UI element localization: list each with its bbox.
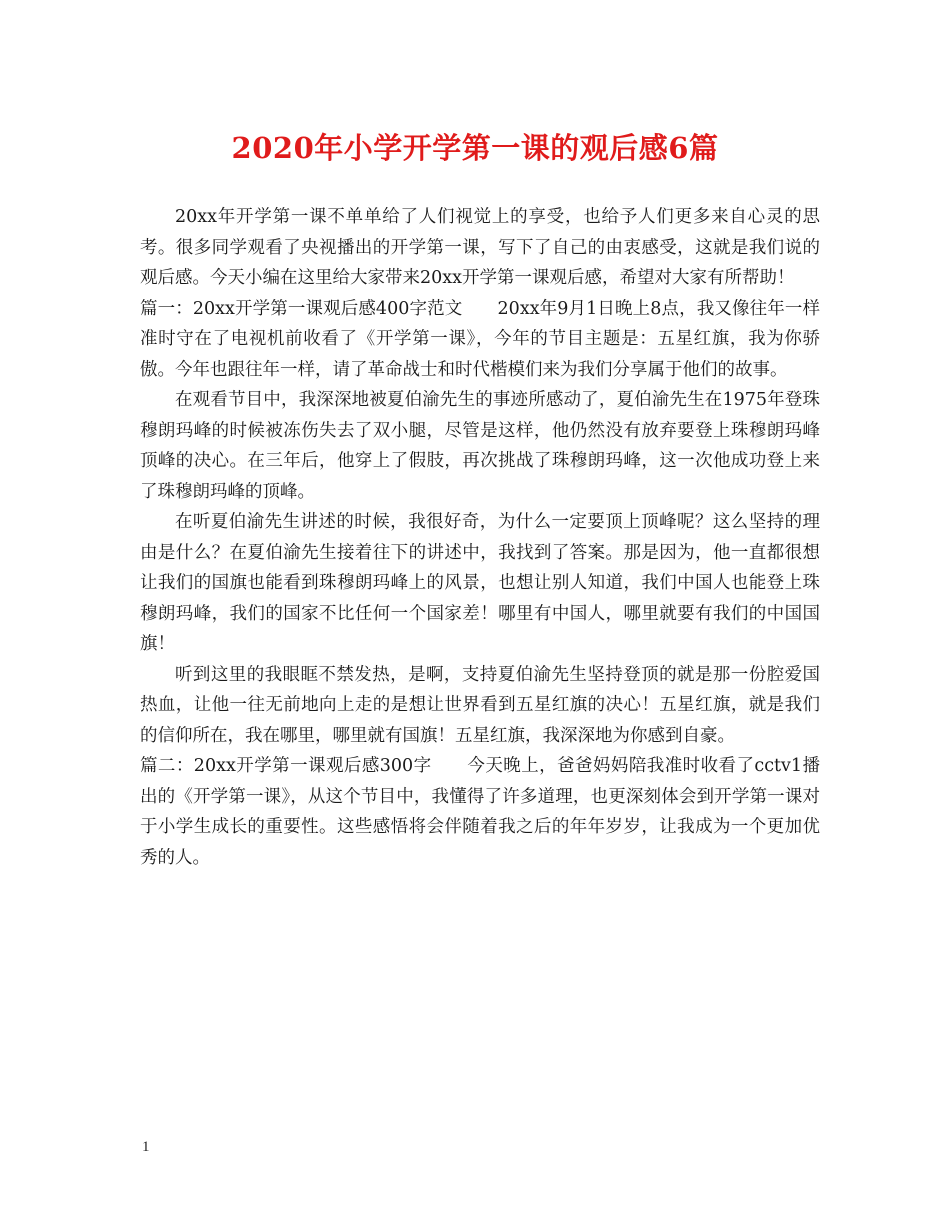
- paragraph-intro: 20xx年开学第一课不单单给了人们视觉上的享受，也给予人们更多来自心灵的思考。很多同学观看了央视播出的开学第一课，写下了自己的由衷感受，这就是我们说的观后感。今天小编在这里给大家带来20xx开学第一课观后感，希望对大家有所帮助！: [140, 207, 820, 288]
- paragraph-essay-one-reason: 在听夏伯渝先生讲述的时候，我很好奇，为什么一定要顶上顶峰呢？这么坚持的理由是什么？在夏伯渝先生接着往下的讲述中，我找到了答案。那是因为，他一直都很想让我们的国旗也能看到珠穆朗玛峰上的风景，也想让别人知道，我们中国人也能登上珠穆朗玛峰，我们的国家不比任何一个国家差！哪里有中国人，哪里就要有我们的中国国旗！: [140, 512, 820, 654]
- paragraph-essay-one-start: 篇一：20xx开学第一课观后感400字范文 20xx年9月1日晚上8点，我又像往年一样准时守在了电视机前收看了《开学第一课》，今年的节目主题是：五星红旗，我为你骄傲。今年也跟往年一样，请了革命战士和时代楷模们来为我们分享属于他们的故事。: [140, 298, 820, 380]
- paragraph-essay-one-feeling: 听到这里的我眼眶不禁发热，是啊，支持夏伯渝先生坚持登顶的就是那一份腔爱国热血，让他一往无前地向上走的是想让世界看到五星红旗的决心！五星红旗，就是我们的信仰所在，我在哪里，哪里就有国旗！五星红旗，我深深地为你感到自豪。: [140, 664, 820, 746]
- document-body: [140, 202, 820, 873]
- paragraph-essay-two-start: 篇二：20xx开学第一课观后感300字 今天晚上，爸爸妈妈陪我准时收看了cctv1播出的《开学第一课》，从这个节目中，我懂得了许多道理，也更深刻体会到开学第一课对于小学生成长的重要性。这些感悟将会伴随着我之后的年年岁岁，让我成为一个更加优秀的人。: [140, 756, 820, 868]
- page-number: 1: [142, 1139, 150, 1155]
- document-title: 2020年小学开学第一课的观后感6篇: [231, 131, 719, 165]
- paragraph-essay-one-story: 在观看节目中，我深深地被夏伯渝先生的事迹所感动了，夏伯渝先生在1975年登珠穆朗玛峰的时候被冻伤失去了双小腿，尽管是这样，他仍然没有放弃要登上珠穆朗玛峰顶峰的决心。在三年后，他穿上了假肢，再次挑战了珠穆朗玛峰，这一次他成功登上来了珠穆朗玛峰的顶峰。: [140, 390, 820, 502]
